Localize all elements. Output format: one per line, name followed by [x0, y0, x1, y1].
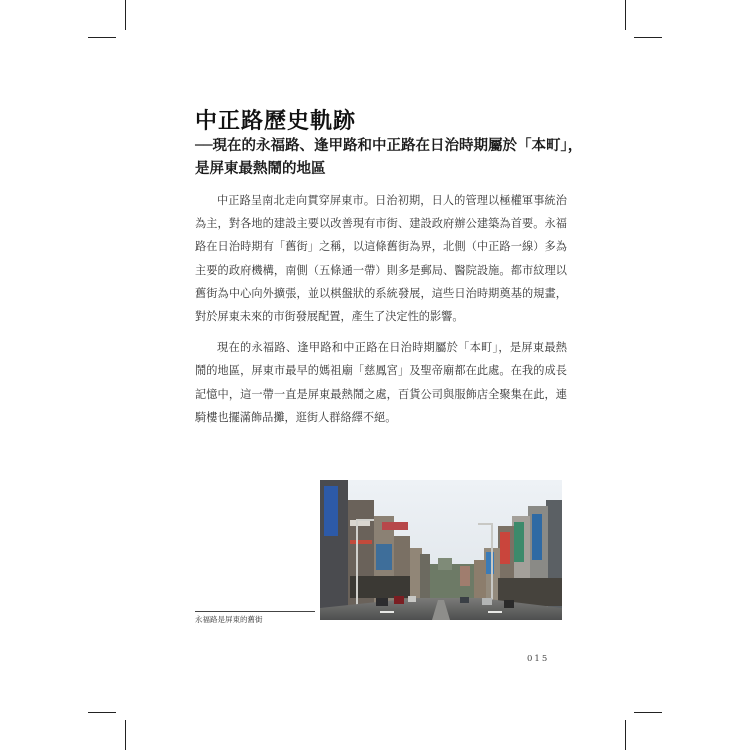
crop-mark-top-left-h: [88, 37, 116, 38]
crop-mark-bottom-right: [625, 720, 626, 750]
photo-caption: 永福路是屏東的舊街: [195, 615, 263, 624]
crop-mark-top-left: [125, 0, 126, 30]
crop-mark-bottom-left-h: [88, 712, 116, 713]
page-subtitle: ──現在的永福路、逢甲路和中正路在日治時期屬於「本町」，是屏東最熱鬧的地區: [195, 137, 583, 177]
page-number: 015: [527, 654, 550, 664]
paragraph-1: 中正路呈南北走向貫穿屏東市。日治初期，日人的管理以極權軍事統治為主，對各地的建設主要以改善現有市街、建設政府辦公建築為首要。永福路在日治時期有「舊街」之稱，以這條舊街為界，北側（中正路一線）多為主要的政府機構，南側（五條通一帶）則多是郵局、醫院設施。都市紋理以舊街為中心向外擴張，並以棋盤狀的系統發展，這些日治時期奠基的規畫，對於屏東未來的市街發展配置，產生了決定性的影響。: [195, 194, 567, 324]
crop-mark-top-right-h: [634, 37, 662, 38]
caption-rule: [195, 611, 315, 612]
street-photo: [320, 480, 562, 620]
body-text: [195, 189, 567, 437]
crop-mark-bottom-right-h: [634, 712, 662, 713]
crop-mark-bottom-left: [125, 720, 126, 750]
crop-mark-top-right: [625, 0, 626, 30]
paragraph-2: 現在的永福路、逢甲路和中正路在日治時期屬於「本町」，是屏東最熱鬧的地區，屏東市最早的媽祖廟「慈鳳宮」及聖帝廟都在此處。在我的成長記憶中，這一帶一直是屏東最熱鬧之處，百貨公司與服飾店全聚集在此，連騎樓也擺滿飾品攤，逛街人群絡繹不絕。: [195, 341, 567, 424]
street-photo-illustration: [320, 480, 562, 620]
page-title: 中正路歷史軌跡: [195, 109, 357, 134]
